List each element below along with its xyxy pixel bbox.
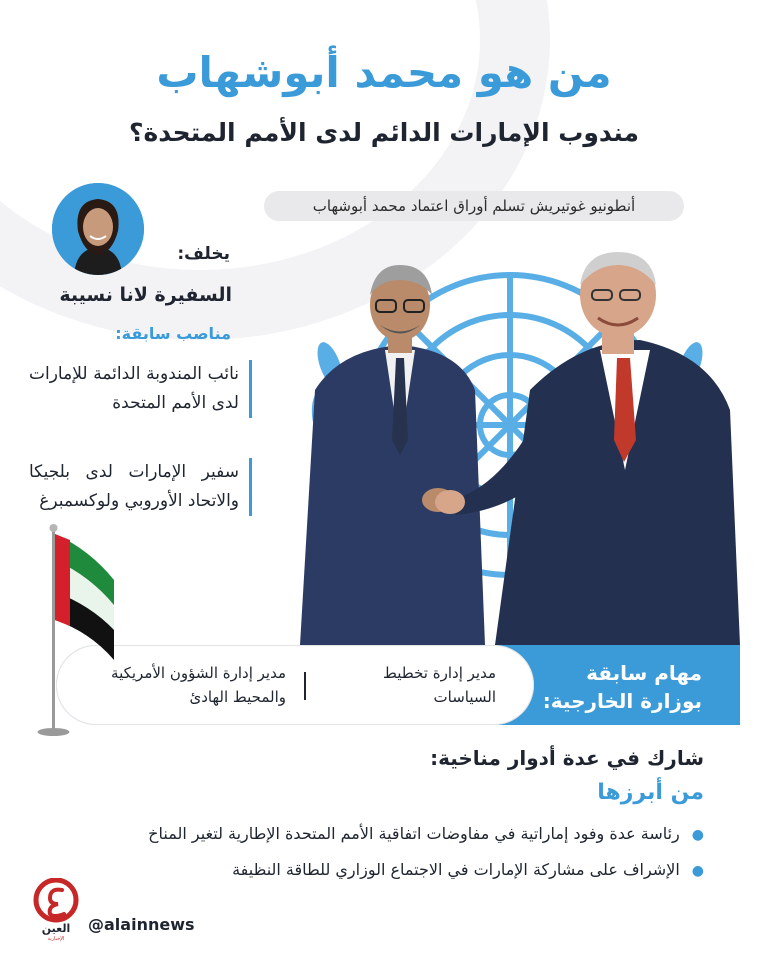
photo-caption: أنطونيو غوتيريش تسلم أوراق اعتماد محمد أبوشهاب	[264, 191, 684, 221]
tasks-title	[543, 659, 702, 715]
social-handle[interactable]: @alainnews	[88, 915, 195, 934]
page-title: من هو محمد أبوشهاب	[156, 48, 612, 97]
foreign-ministry-band	[56, 645, 740, 725]
previous-position-item: سفير الإمارات لدى بلجيكا والاتحاد الأوروبي ولوكسمبرغ	[29, 458, 252, 516]
bullet-icon: ●	[691, 863, 704, 879]
task-item: مدير إدارة تخطيط السياسات	[383, 664, 496, 706]
abushahab-figure	[300, 265, 485, 645]
climate-heading: شارك في عدة أدوار مناخية:	[430, 746, 704, 770]
succeeds-label: يخلف:	[177, 244, 230, 264]
person-icon	[52, 183, 144, 275]
climate-item	[232, 860, 704, 879]
tasks-title-line: مهام سابقة	[586, 661, 702, 685]
predecessor-name: السفيرة لانا نسيبة	[59, 284, 232, 306]
climate-item-text: الإشراف على مشاركة الإمارات في الاجتماع الوزاري للطاقة النظيفة	[232, 860, 680, 879]
page-subtitle: مندوب الإمارات الدائم لدى الأمم المتحدة؟	[128, 118, 640, 147]
tasks-title-line: بوزارة الخارجية:	[542, 689, 702, 713]
logo-text: العين	[41, 922, 71, 935]
task-item: مدير إدارة الشؤون الأمريكية والمحيط الهادئ	[111, 664, 286, 706]
bullet-icon: ●	[691, 827, 704, 843]
climate-item	[148, 824, 704, 843]
previous-position-item: نائب المندوبة الدائمة للإمارات لدى الأمم المتحدة	[29, 360, 252, 418]
previous-positions-label: مناصب سابقة:	[115, 324, 231, 343]
task-divider	[304, 672, 306, 700]
ambassador-avatar	[52, 183, 144, 275]
alain-logo-icon	[32, 878, 80, 942]
handshake-photo	[280, 240, 750, 645]
uae-flag-icon	[30, 520, 140, 740]
climate-subheading: من أبرزها	[597, 780, 704, 805]
logo-subtext: الإخبارية	[47, 936, 65, 942]
climate-item-text: رئاسة عدة وفود إماراتية في مفاوضات اتفاقية الأمم المتحدة الإطارية لتغير المناخ	[148, 824, 680, 843]
